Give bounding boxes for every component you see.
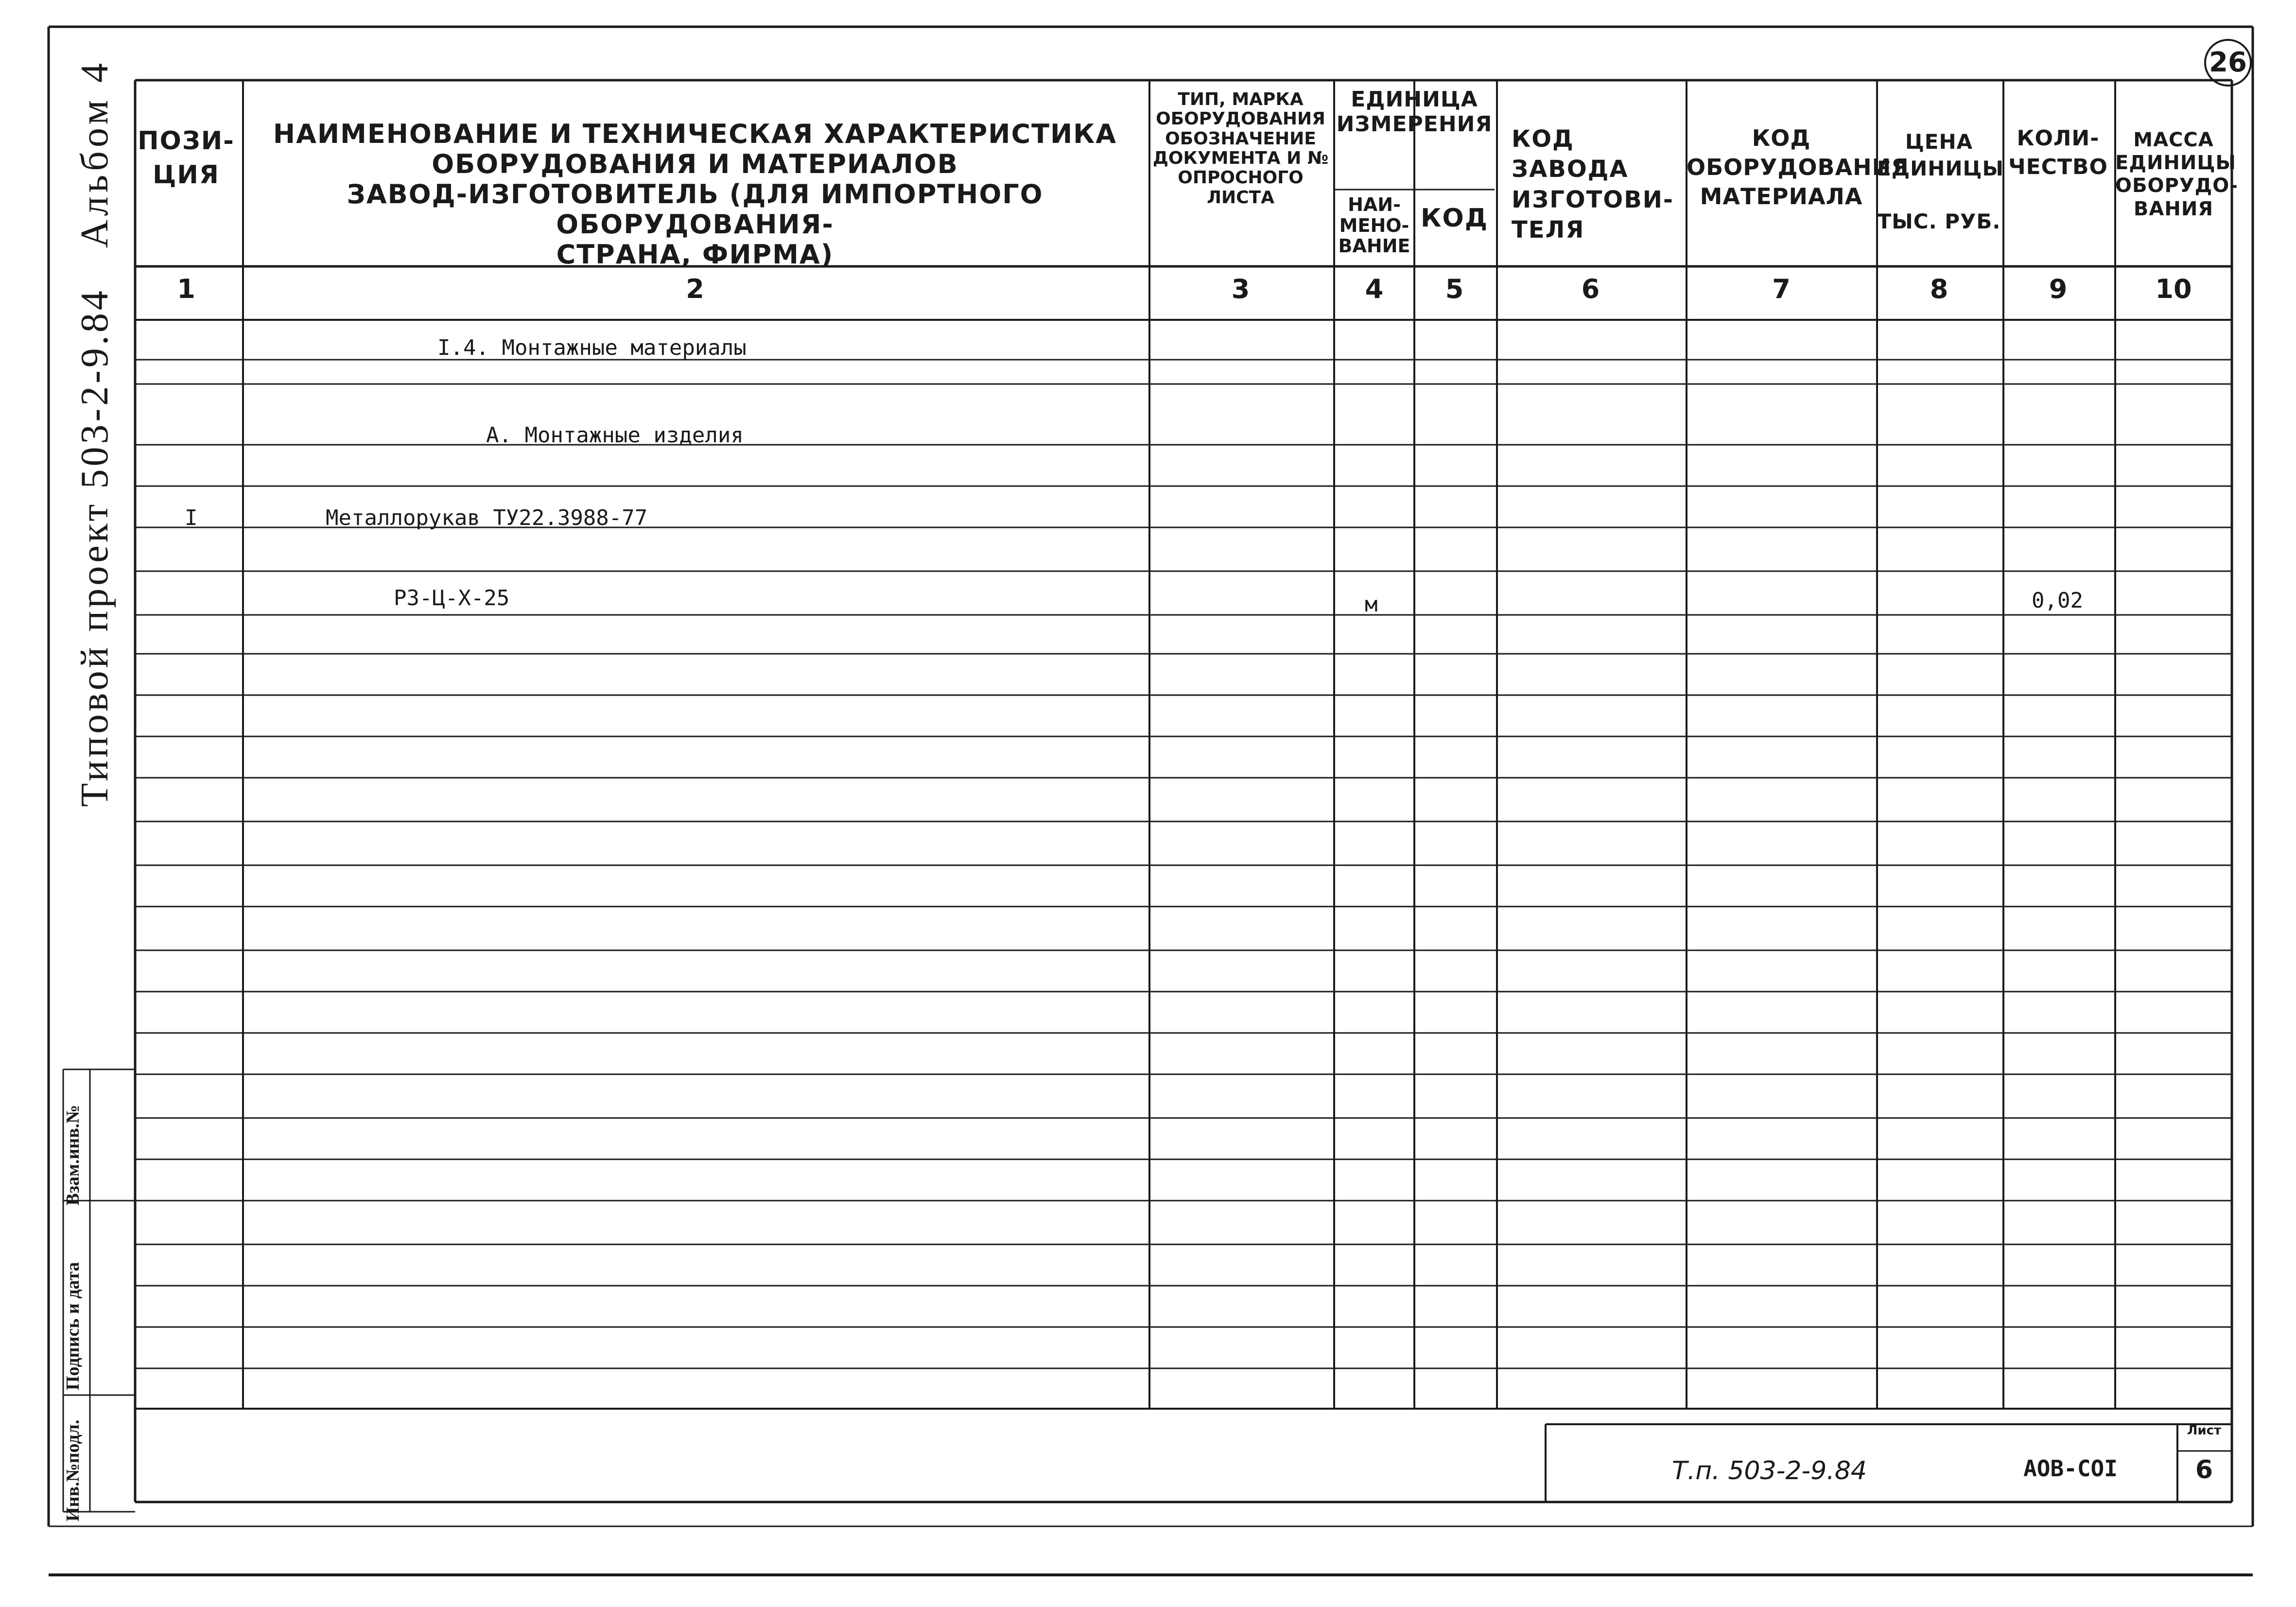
col-number-7: 7 [1772, 274, 1791, 304]
podpis-data-label: Подпись и дата [63, 1262, 83, 1390]
header-quantity: КОЛИ- ЧЕСТВО [2008, 126, 2108, 180]
inv-podl-label: Инв.№подл. [63, 1419, 83, 1521]
doc-code: АОВ-СОI [2023, 1455, 2118, 1482]
header-equipment-code: КОД ОБОРУДОВАНИЯ МАТЕРИАЛА [1687, 125, 1909, 210]
col-number-1: 1 [177, 274, 195, 304]
col-number-5: 5 [1445, 274, 1464, 304]
row-item-unit: м [1365, 592, 1378, 617]
header-unit-name: НАИ- МЕНО- ВАНИЕ [1338, 194, 1410, 257]
sheet-number: 6 [2195, 1455, 2213, 1485]
page-number-circle: 26 [2204, 39, 2252, 87]
header-type-mark: ТИП, МАРКА ОБОРУДОВАНИЯ ОБОЗНАЧЕНИЕ ДОКУМЕНТА И № ОПРОСНОГО ЛИСТА [1152, 89, 1329, 208]
row-item-name: Металлорукав ТУ22.3988-77 [326, 506, 648, 530]
row-position: I [185, 506, 198, 530]
header-factory-code: КОД ЗАВОДА ИЗГОТОВИ- ТЕЛЯ [1512, 125, 1674, 244]
album-label: Альбом 4 [73, 59, 116, 248]
project-label: Типовой проект 503-2-9.84 [73, 288, 116, 807]
subsection-heading: А. Монтажные изделия [486, 423, 744, 448]
header-unit-price: ЦЕНА ЕДИНИЦЫ ТЫС. РУБ. [1877, 130, 2004, 233]
section-heading: I.4. Монтажные материалы [437, 335, 747, 360]
vzam-inv-label: Взам.инв.№ [63, 1105, 83, 1205]
col-number-3: 3 [1231, 274, 1250, 304]
col-number-8: 8 [1930, 274, 1948, 304]
row-item-model: РЗ-Ц-Х-25 [394, 586, 510, 611]
col-number-2: 2 [686, 274, 704, 304]
header-unit: ЕДИНИЦА ИЗМЕРЕНИЯ [1336, 87, 1493, 137]
header-unit-mass: МАССА ЕДИНИЦЫ ОБОРУДО- ВАНИЯ [2115, 129, 2238, 220]
header-unit-code: КОД [1420, 204, 1489, 233]
col-number-9: 9 [2049, 274, 2068, 304]
doc-number: Т.п. 503-2-9.84 [1672, 1456, 1867, 1485]
col-number-4: 4 [1365, 274, 1384, 304]
row-item-quantity: 0,02 [2032, 588, 2083, 613]
header-name: НАИМЕНОВАНИЕ И ТЕХНИЧЕСКАЯ ХАРАКТЕРИСТИКА ОБОРУДОВАНИЯ И МАТЕРИАЛОВ ЗАВОД-ИЗГОТОВИТЕЛЬ (ДЛЯ ИМПОРТНОГО ОБОРУДОВАНИЯ- СТРАНА, ФИРМА) [273, 119, 1117, 270]
col-number-6: 6 [1581, 274, 1600, 304]
sheet-label: Лист [2187, 1423, 2222, 1438]
col-number-10: 10 [2155, 274, 2192, 304]
header-position: ПОЗИ- ЦИЯ [138, 126, 235, 190]
